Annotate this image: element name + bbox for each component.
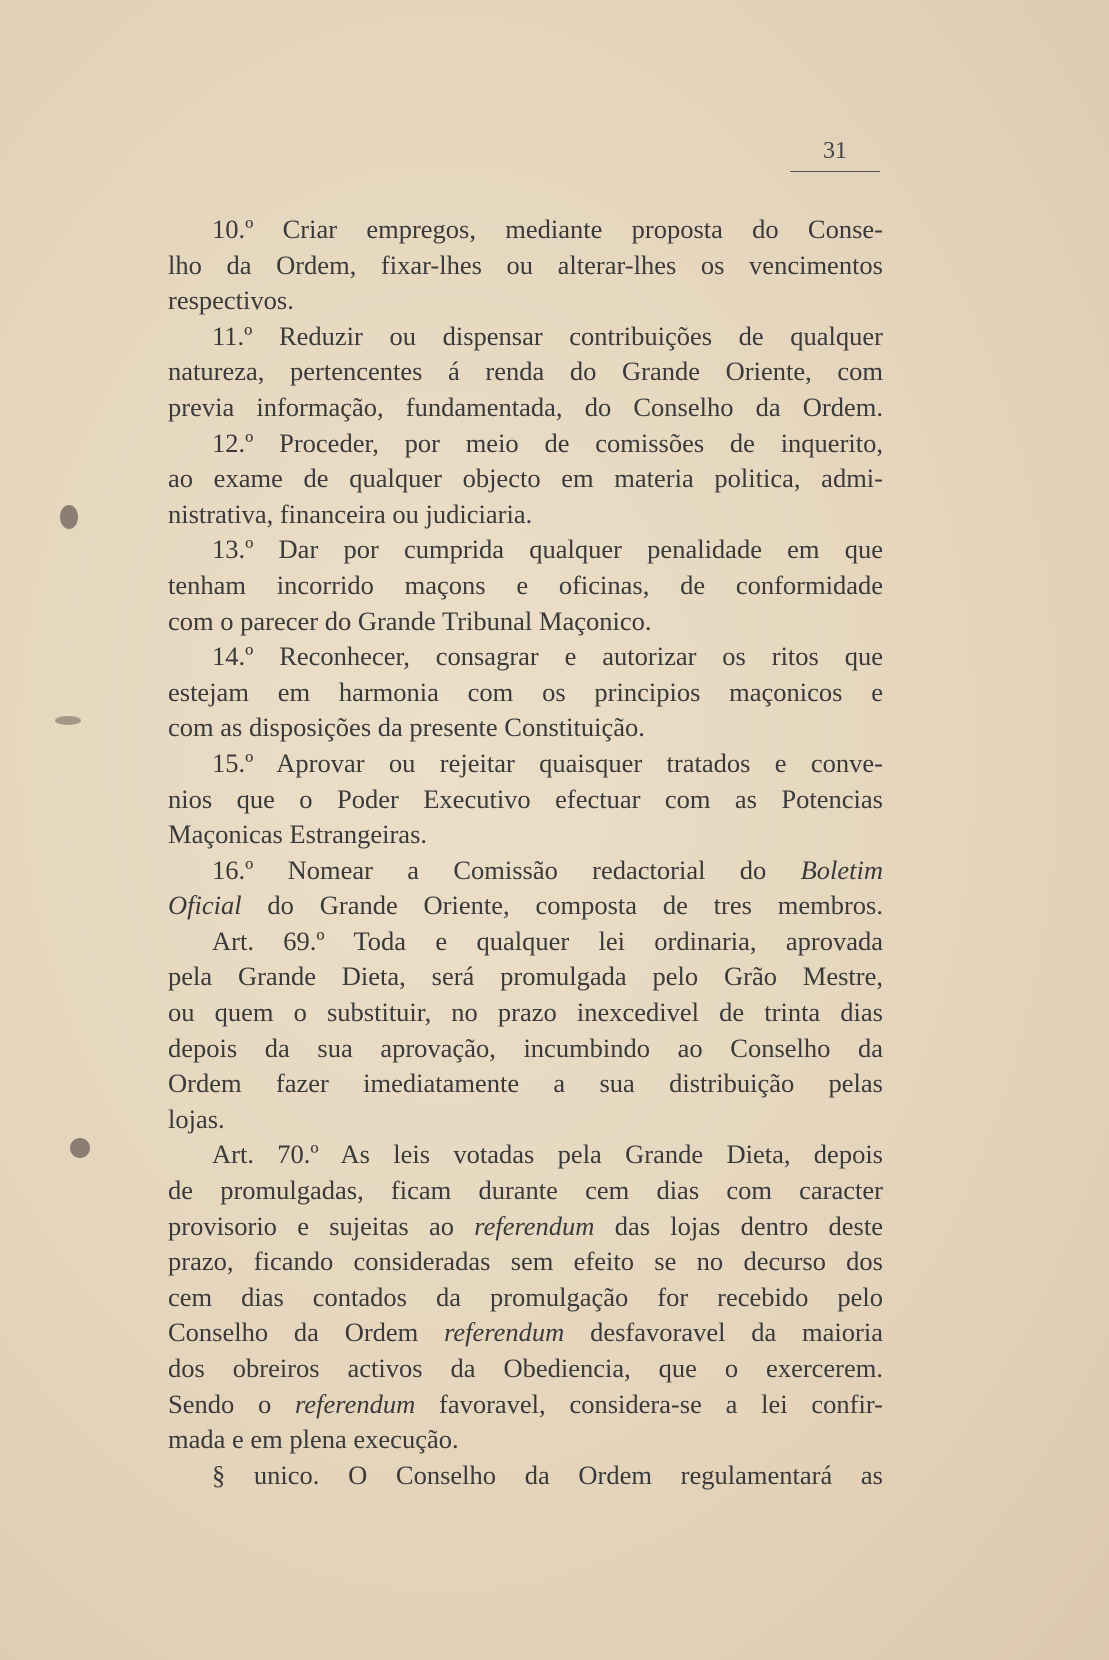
text-line: respectivos.: [168, 285, 294, 316]
text-line: de promulgadas, ficam durante cem dias com caracter: [168, 1175, 883, 1206]
text-line: estejam em harmonia com os principios maçonicos e: [168, 676, 883, 707]
text-line: com as disposições da presente Constituição.: [168, 712, 645, 743]
text-run: do Grande Oriente, composta de tres membros.: [241, 890, 883, 921]
text-line: prazo, ficando consideradas sem efeito se no decurso dos: [168, 1246, 883, 1277]
text-line: pela Grande Dieta, será promulgada pelo Grão Mestre,: [168, 961, 883, 992]
text-run: favoravel, considera-se a lei confir-: [415, 1388, 883, 1419]
text-line: Ordem fazer imediatamente a sua distribuição pelas: [168, 1068, 883, 1099]
text-run: 16.º Nomear a Comissão redactorial do: [212, 854, 801, 885]
text-line: [168, 1315, 883, 1351]
text-line: [168, 1209, 883, 1245]
text-run: Conselho da Ordem: [168, 1317, 445, 1348]
text-line: mada e em plena execução.: [168, 1424, 459, 1455]
page-body-text: [168, 212, 883, 1493]
text-line: 13.º Dar por cumprida qualquer penalidade em que: [212, 534, 883, 565]
text-line: Maçonicas Estrangeiras.: [168, 819, 428, 850]
text-line: lojas.: [168, 1103, 225, 1134]
margin-spot: [70, 1138, 90, 1158]
text-line: ou quem o substituir, no prazo inexcedivel de trinta dias: [168, 997, 883, 1028]
text-line: lho da Ordem, fixar-lhes ou alterar-lhes os vencimentos: [168, 249, 883, 280]
text-line: dos obreiros activos da Obediencia, que o exercerem.: [168, 1353, 883, 1383]
page-number: 31: [790, 138, 880, 172]
text-line: depois da sua aprovação, incumbindo ao Conselho da: [168, 1032, 883, 1063]
text-line: previa informação, fundamentada, do Conselho da Ordem.: [168, 391, 883, 422]
text-line: nistrativa, financeira ou judiciaria.: [168, 498, 533, 529]
text-line: 15.º Aprovar ou rejeitar quaisquer tratados e conve-: [212, 747, 883, 778]
text-line: Art. 70.º As leis votadas pela Grande Dieta, depois: [212, 1139, 883, 1170]
text-line: com o parecer do Grande Tribunal Maçonico.: [168, 605, 652, 636]
text-line: 10.º Criar empregos, mediante proposta do Conse-: [212, 214, 883, 244]
text-line: 11.º Reduzir ou dispensar contribuições de qualquer: [212, 320, 883, 351]
text-run: provisorio e sujeitas ao: [168, 1210, 475, 1241]
text-line: ao exame de qualquer objecto em materia politica, admi-: [168, 463, 883, 494]
text-line: 12.º Proceder, por meio de comissões de inquerito,: [212, 427, 883, 458]
margin-spot: [55, 716, 81, 725]
text-line: Art. 69.º Toda e qualquer lei ordinaria, aprovada: [212, 925, 883, 956]
italic-term: referendum: [444, 1317, 565, 1348]
text-line: tenham incorrido maçons e oficinas, de conformidade: [168, 569, 883, 600]
text-line: § unico. O Conselho da Ordem regulamentará as: [212, 1459, 883, 1490]
text-line: [168, 888, 883, 924]
text-run: Sendo o: [168, 1388, 296, 1419]
italic-term: Oficial: [168, 890, 242, 921]
text-line: 14.º Reconhecer, consagrar e autorizar os ritos que: [212, 641, 883, 672]
italic-term: referendum: [295, 1388, 416, 1419]
text-line: [168, 853, 883, 889]
text-line: [168, 1387, 883, 1423]
text-line: nios que o Poder Executivo efectuar com as Potencias: [168, 783, 883, 814]
text-run: desfavoravel da maioria: [564, 1317, 883, 1348]
text-line: cem dias contados da promulgação for recebido pelo: [168, 1281, 883, 1312]
text-run: das lojas dentro deste: [594, 1210, 883, 1241]
italic-term: Boletim: [800, 854, 883, 885]
margin-spot: [60, 505, 78, 529]
text-line: natureza, pertencentes á renda do Grande Oriente, com: [168, 356, 883, 387]
italic-term: referendum: [474, 1210, 595, 1241]
